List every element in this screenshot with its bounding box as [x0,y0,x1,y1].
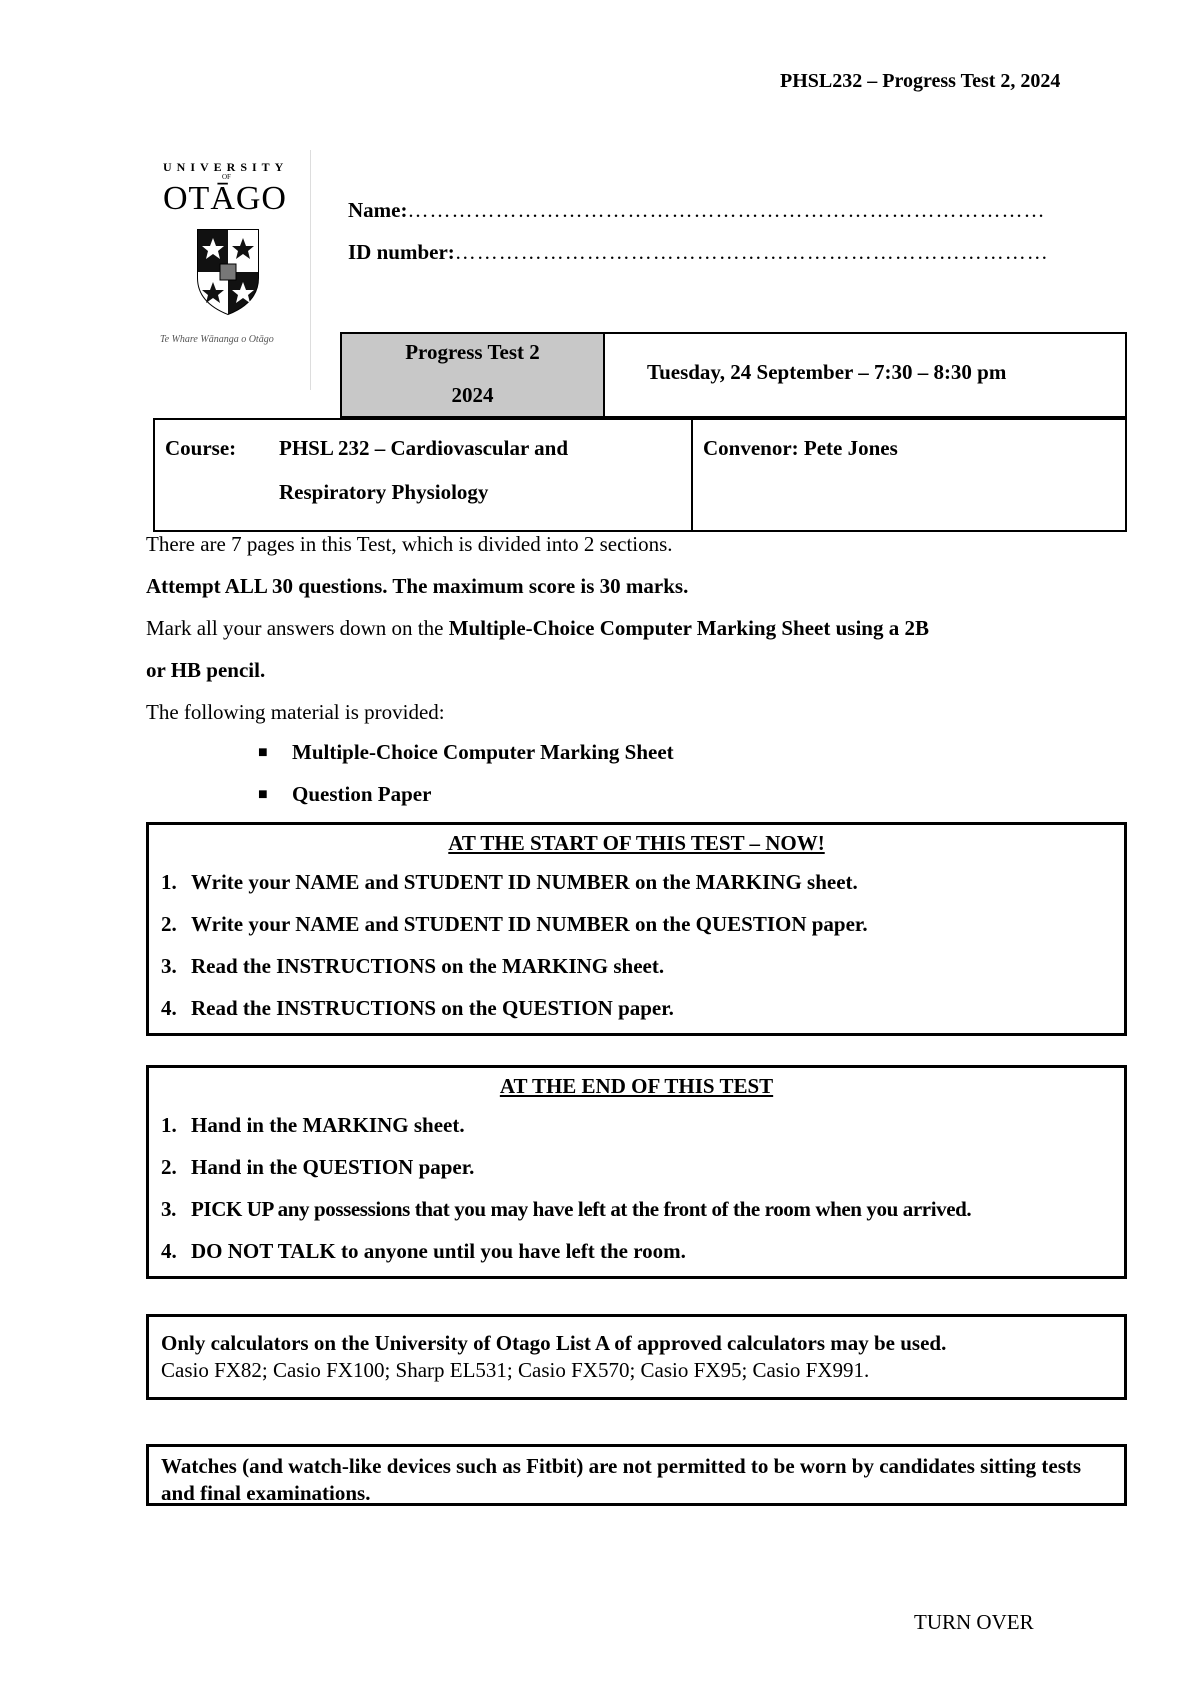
calculator-rule: Only calculators on the University of Otago List A of approved calculators may be used. [161,1331,947,1355]
course-name-line2: Respiratory Physiology [279,480,489,504]
name-label: Name: [348,198,408,222]
document-code: PHSL232 – Progress Test 2, 2024 [780,70,1061,92]
logo-university-text: UNIVERSITY [163,160,289,174]
turn-over-note: TURN OVER [914,1610,1034,1634]
marking-instruction [146,616,929,641]
name-field[interactable] [348,198,1045,223]
convenor: Convenor: Pete Jones [691,418,1127,532]
course-label: Course: [165,436,237,460]
test-year: 2024 [451,383,494,407]
start-item: 4. Read the INSTRUCTIONS on the QUESTION paper. [161,996,674,1020]
logo-otago-text: OTĀGO [163,180,287,217]
start-instructions-box [146,822,1127,1036]
name-dots: …………………………………………………………………………… [407,198,1046,222]
id-number-label: ID number: [348,240,455,264]
logo-of-text: OF [222,173,231,181]
pencil-instruction: or HB pencil. [146,658,266,682]
end-item: 1. Hand in the MARKING sheet. [161,1113,465,1137]
material-item: Multiple-Choice Computer Marking Sheet [292,740,674,764]
test-title-cell [340,332,605,418]
start-item: 3. Read the INSTRUCTIONS on the MARKING sheet. [161,954,665,978]
attempt-info: Attempt ALL 30 questions. The maximum score is 30 marks. [146,574,689,598]
course-cell [153,418,693,532]
end-item: 3. PICK UP any possessions that you may have left at the front of the room when you arrived. [161,1197,972,1221]
bullet-icon: ■ [258,744,268,761]
test-title: Progress Test 2 [405,340,540,364]
end-item: 2. Hand in the QUESTION paper. [161,1155,475,1179]
end-item: 4. DO NOT TALK to anyone until you have left the room. [161,1239,686,1263]
start-box-title: AT THE START OF THIS TEST – NOW! [448,831,825,855]
material-intro: The following material is provided: [146,700,445,724]
course-name-line1: PHSL 232 – Cardiovascular and [279,436,568,460]
id-number-field[interactable] [348,240,1049,265]
material-item: Question Paper [292,782,432,806]
end-box-title: AT THE END OF THIS TEST [499,1074,774,1098]
pages-info: There are 7 pages in this Test, which is divided into 2 sections. [146,532,673,556]
bullet-icon: ■ [258,786,268,803]
marking-instruction-prefix: Mark all your answers down on the [146,616,449,640]
marking-sheet-name: Multiple-Choice Computer Marking Sheet using a 2B [448,616,929,640]
calculator-rules-box [146,1314,1127,1400]
test-datetime: Tuesday, 24 September – 7:30 – 8:30 pm [605,332,1127,418]
university-crest-icon [194,226,262,318]
start-item: 1. Write your NAME and STUDENT ID NUMBER on the MARKING sheet. [161,870,858,894]
calculator-list: Casio FX82; Casio FX100; Sharp EL531; Casio FX570; Casio FX95; Casio FX991. [161,1358,870,1382]
watch-rule: Watches (and watch-like devices such as Fitbit) are not permitted to be worn by candidates sitting tests and final examinations. [146,1444,1127,1506]
id-number-dots: ……………………………………………………………………… [454,240,1049,264]
end-instructions-box [146,1065,1127,1279]
start-item: 2. Write your NAME and STUDENT ID NUMBER on the QUESTION paper. [161,912,868,936]
logo-motto: Te Whare Wānanga o Otāgo [160,334,274,345]
